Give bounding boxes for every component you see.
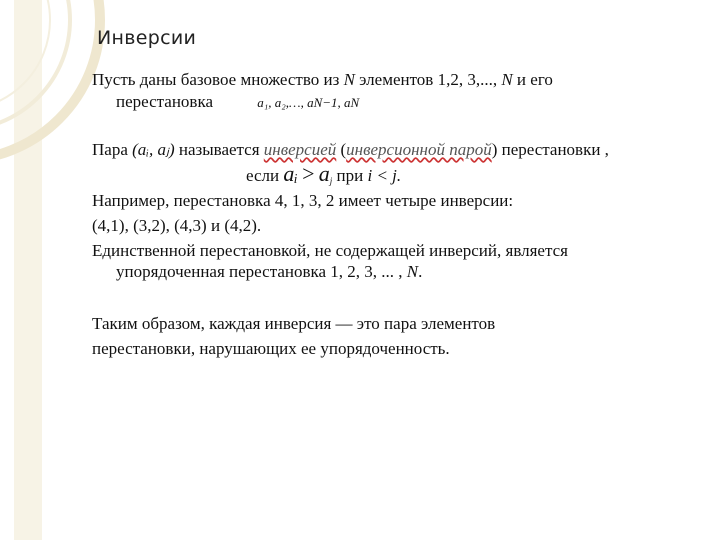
definition-line-1 [92, 140, 609, 160]
text-run: Пара [92, 140, 128, 159]
conclusion-line-1: Таким образом, каждая инверсия — это пара элементов [92, 314, 496, 333]
sequence-formula: a₁, a₂,…, aN−1, aN [257, 95, 360, 110]
aj-symbol: a [318, 161, 330, 186]
text-run: . [418, 262, 423, 281]
gt-symbol: > [302, 161, 315, 186]
n-symbol: N [501, 70, 513, 89]
definition-line-2 [246, 161, 402, 191]
text-run: при [332, 166, 368, 185]
intro-line-1 [92, 70, 553, 90]
condition: i < j. [367, 166, 402, 185]
text-run: перестановка [116, 92, 214, 111]
pair-formula: (aᵢ, aⱼ) [132, 140, 175, 159]
text-run: ) перестановки , [491, 140, 609, 159]
example-line-2: (4,1), (3,2), (4,3) и (4,2). [92, 216, 262, 235]
ai-symbol: aᵢ [283, 161, 298, 186]
text-run: называется [178, 140, 260, 159]
text-run: упорядоченная перестановка 1, 2, 3, ... , [116, 262, 407, 281]
example-line-1: Например, перестановка 4, 1, 3, 2 имеет четыре инверсии: [92, 191, 514, 210]
term-inversion-pair: инверсионной парой [346, 140, 492, 159]
unique-line-2 [116, 262, 422, 282]
intro-line-2 [116, 92, 359, 113]
term-inversion: инверсией [263, 140, 337, 159]
n-symbol: N [406, 262, 419, 281]
text-run: если [246, 166, 280, 185]
conclusion-line-2: перестановки, нарушающих ее упорядоченность. [92, 339, 450, 358]
slide-title: Инверсии [97, 27, 197, 49]
text-run: Пусть даны базовое множество из [92, 70, 344, 89]
text-run: и его [512, 70, 553, 89]
n-symbol: N [343, 70, 355, 89]
left-decor-bar [14, 0, 42, 540]
text-run: ( [336, 140, 347, 159]
text-run: элементов 1,2, 3,..., [354, 70, 502, 89]
j-subscript: j [329, 176, 333, 186]
unique-line-1: Единственной перестановкой, не содержащей инверсий, является [92, 241, 568, 260]
